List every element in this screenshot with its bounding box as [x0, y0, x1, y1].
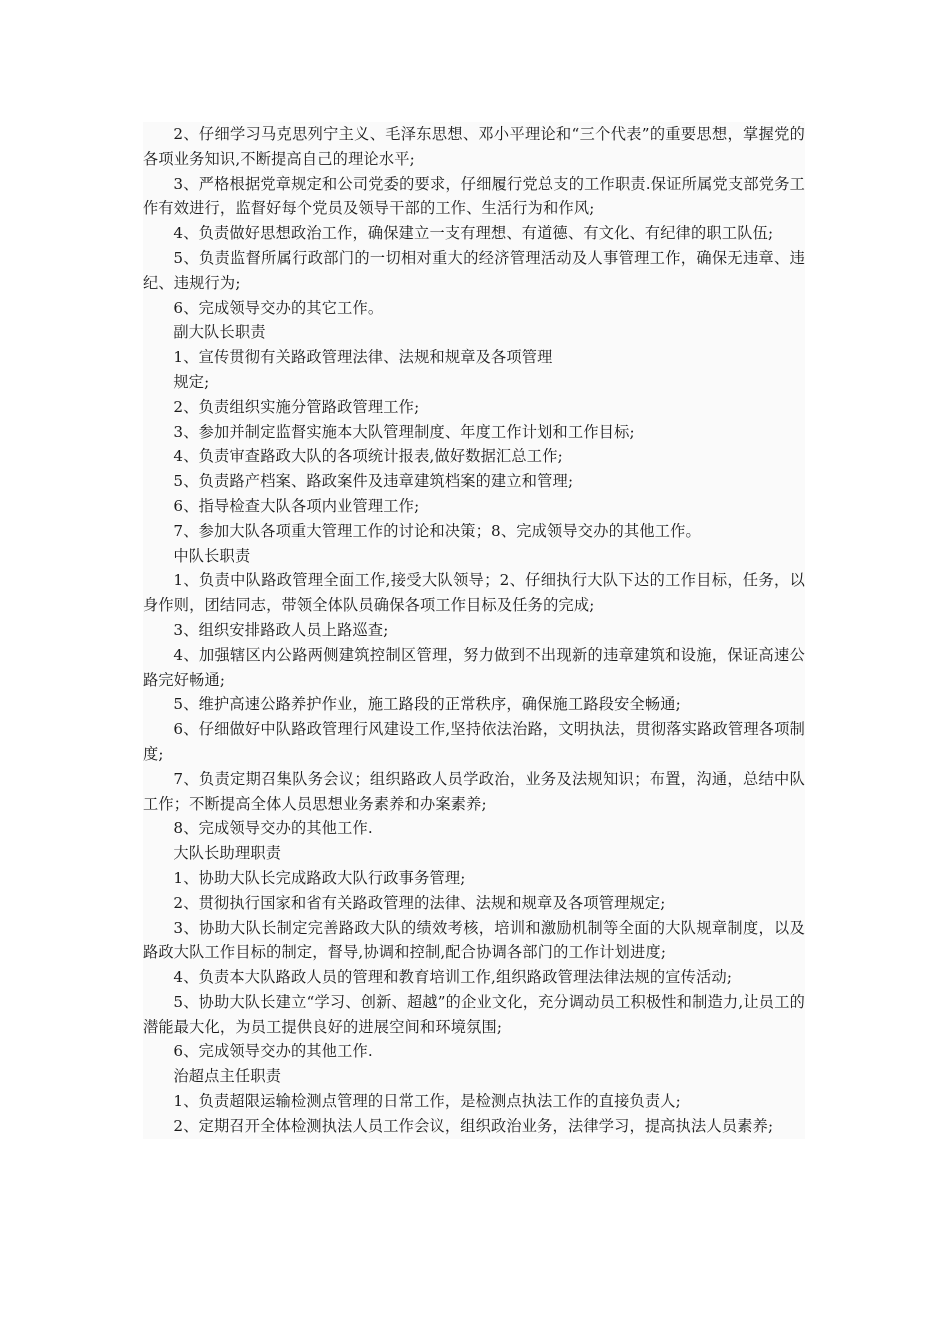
paragraph: 2、负责组织实施分管路政管理工作;: [173, 397, 420, 416]
paragraph: 3、组织安排路政人员上路巡查;: [173, 620, 389, 639]
paragraph: 1、宣传贯彻有关路政管理法律、法规和规章及各项管理: [173, 348, 553, 367]
paragraph: 3、参加并制定监督实施本大队管理制度、年度工作计划和工作目标;: [173, 422, 635, 441]
paragraph: 1、负责中队路政管理全面工作,接受大队领导；2、仔细执行大队下达的工作目标，任务，以身作则，团结同志，带领全体队员确保各项工作目标及任务的完成;: [143, 571, 805, 615]
paragraph: 8、完成领导交办的其他工作.: [173, 819, 373, 838]
paragraph: 6、完成领导交办的其它工作。: [173, 298, 384, 317]
paragraph: 3、协助大队长制定完善路政大队的绩效考核，培训和激励机制等全面的大队规章制度，以及路政大队工作目标的制定，督导,协调和控制,配合协调各部门的工作计划进度;: [143, 918, 805, 962]
paragraph: 5、维护高速公路养护作业，施工路段的正常秩序，确保施工路段安全畅通;: [173, 695, 681, 714]
paragraph: 4、负责做好思想政治工作，确保建立一支有理想、有道德、有文化、有纪律的职工队伍;: [173, 224, 774, 243]
paragraph: 7、参加大队各项重大管理工作的讨论和决策；8、完成领导交办的其他工作。: [173, 521, 701, 540]
paragraph: 大队长助理职责: [173, 844, 282, 863]
paragraph: 规定;: [173, 372, 210, 391]
paragraph: 1、负责超限运输检测点管理的日常工作，是检测点执法工作的直接负责人;: [173, 1092, 681, 1111]
paragraph: 6、完成领导交办的其他工作.: [173, 1042, 373, 1061]
paragraph: 4、负责本大队路政人员的管理和教育培训工作,组织路政管理法律法规的宣传活动;: [173, 968, 733, 987]
paragraph: 4、负责审查路政大队的各项统计报表,做好数据汇总工作;: [173, 447, 563, 466]
paragraph: 副大队长职责: [173, 323, 266, 342]
paragraph: 5、负责监督所属行政部门的一切相对重大的经济管理活动及人事管理工作，确保无违章、违纪、违规行为;: [143, 248, 805, 292]
paragraph: 1、协助大队长完成路政大队行政事务管理;: [173, 868, 466, 887]
paragraph: 中队长职责: [173, 546, 251, 565]
paragraph: 2、仔细学习马克思列宁主义、毛泽东思想、邓小平理论和“三个代表”的重要思想，掌握党的各项业务知识,不断提高自己的理论水平;: [143, 125, 805, 168]
paragraph: 5、协助大队长建立“学习、创新、超越”的企业文化，充分调动员工积极性和制造力,让员工的潜能最大化，为员工提供良好的进展空间和环境氛围;: [143, 992, 805, 1036]
paragraph: 4、加强辖区内公路两侧建筑控制区管理，努力做到不出现新的违章建筑和设施，保证高速公路完好畅通;: [143, 645, 805, 689]
paragraph: 6、指导检查大队各项内业管理工作;: [173, 496, 420, 515]
paragraph: 3、严格根据党章规定和公司党委的要求，仔细履行党总支的工作职责.保证所属党支部党务工作有效进行，监督好每个党员及领导干部的工作、生活行为和作风;: [143, 174, 805, 218]
paragraph: 6、仔细做好中队路政管理行风建设工作,坚持依法治路，文明执法，贯彻落实路政管理各项制度;: [143, 720, 805, 763]
paragraph: 5、负责路产档案、路政案件及违章建筑档案的建立和管理;: [173, 472, 574, 491]
document-body: [143, 122, 805, 1139]
paragraph: 2、定期召开全体检测执法人员工作会议，组织政治业务，法律学习，提高执法人员素养;: [173, 1116, 774, 1135]
paragraph: 治超点主任职责: [173, 1067, 282, 1086]
paragraph: 7、负责定期召集队务会议；组织路政人员学政治，业务及法规知识；布置，沟通，总结中队工作；不断提高全体人员思想业务素养和办案素养;: [143, 769, 805, 813]
paragraph: 2、贯彻执行国家和省有关路政管理的法律、法规和规章及各项管理规定;: [173, 893, 666, 912]
